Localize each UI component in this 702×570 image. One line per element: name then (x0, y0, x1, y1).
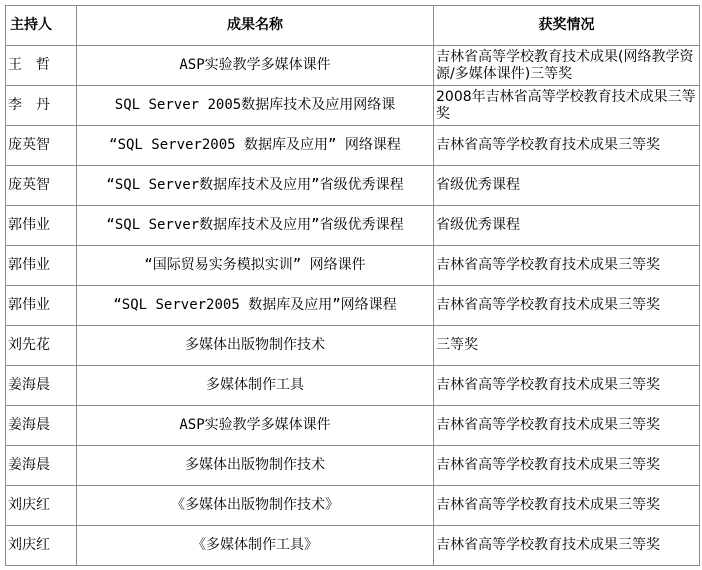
cell-award: 省级优秀课程 (434, 166, 700, 206)
cell-title: “SQL Server2005 数据库及应用”网络课程 (77, 286, 434, 326)
table-row (6, 166, 700, 206)
table-row (6, 326, 700, 366)
table-row (6, 366, 700, 406)
cell-host: 姜海晨 (6, 366, 77, 406)
cell-title: “SQL Server数据库技术及应用”省级优秀课程 (77, 166, 434, 206)
cell-host: 郭伟业 (6, 286, 77, 326)
table-row (6, 286, 700, 326)
header-host: 主持人 (6, 6, 77, 46)
cell-award: 吉林省高等学校教育技术成果三等奖 (434, 486, 700, 526)
table-row (6, 406, 700, 446)
table-row (6, 246, 700, 286)
cell-award: 吉林省高等学校教育技术成果三等奖 (434, 246, 700, 286)
cell-award: 三等奖 (434, 326, 700, 366)
cell-award: 省级优秀课程 (434, 206, 700, 246)
cell-title: “国际贸易实务模拟实训” 网络课件 (77, 246, 434, 286)
awards-table (5, 5, 700, 566)
cell-award: 2008年吉林省高等学校教育技术成果三等奖 (434, 86, 700, 126)
cell-award: 吉林省高等学校教育技术成果三等奖 (434, 286, 700, 326)
cell-title: “SQL Server2005 数据库及应用” 网络课程 (77, 126, 434, 166)
cell-title: 多媒体出版物制作技术 (77, 446, 434, 486)
table-row (6, 206, 700, 246)
cell-host: 王 哲 (6, 46, 77, 86)
cell-host: 庞英智 (6, 126, 77, 166)
cell-host: 刘庆红 (6, 526, 77, 566)
cell-host: 庞英智 (6, 166, 77, 206)
cell-host: 姜海晨 (6, 406, 77, 446)
table-row (6, 486, 700, 526)
cell-host: 郭伟业 (6, 206, 77, 246)
cell-title: 多媒体制作工具 (77, 366, 434, 406)
cell-host: 刘先花 (6, 326, 77, 366)
cell-title: SQL Server 2005数据库技术及应用网络课 (77, 86, 434, 126)
cell-title: 多媒体出版物制作技术 (77, 326, 434, 366)
cell-title: 《多媒体制作工具》 (77, 526, 434, 566)
cell-host: 郭伟业 (6, 246, 77, 286)
cell-title: 《多媒体出版物制作技术》 (77, 486, 434, 526)
header-award: 获奖情况 (434, 6, 700, 46)
cell-award: 吉林省高等学校教育技术成果三等奖 (434, 526, 700, 566)
cell-title: ASP实验教学多媒体课件 (77, 46, 434, 86)
cell-award: 吉林省高等学校教育技术成果三等奖 (434, 126, 700, 166)
cell-title: “SQL Server数据库技术及应用”省级优秀课程 (77, 206, 434, 246)
cell-host: 李 丹 (6, 86, 77, 126)
table-row (6, 126, 700, 166)
header-row (6, 6, 700, 46)
cell-award: 吉林省高等学校教育技术成果三等奖 (434, 406, 700, 446)
cell-award: 吉林省高等学校教育技术成果三等奖 (434, 366, 700, 406)
cell-award: 吉林省高等学校教育技术成果三等奖 (434, 446, 700, 486)
table-row (6, 86, 700, 126)
table-row (6, 46, 700, 86)
cell-title: ASP实验教学多媒体课件 (77, 406, 434, 446)
cell-host: 刘庆红 (6, 486, 77, 526)
table-row (6, 526, 700, 566)
table-row (6, 446, 700, 486)
cell-host: 姜海晨 (6, 446, 77, 486)
cell-award: 吉林省高等学校教育技术成果(网络教学资源/多媒体课件)三等奖 (434, 46, 700, 86)
header-title: 成果名称 (77, 6, 434, 46)
